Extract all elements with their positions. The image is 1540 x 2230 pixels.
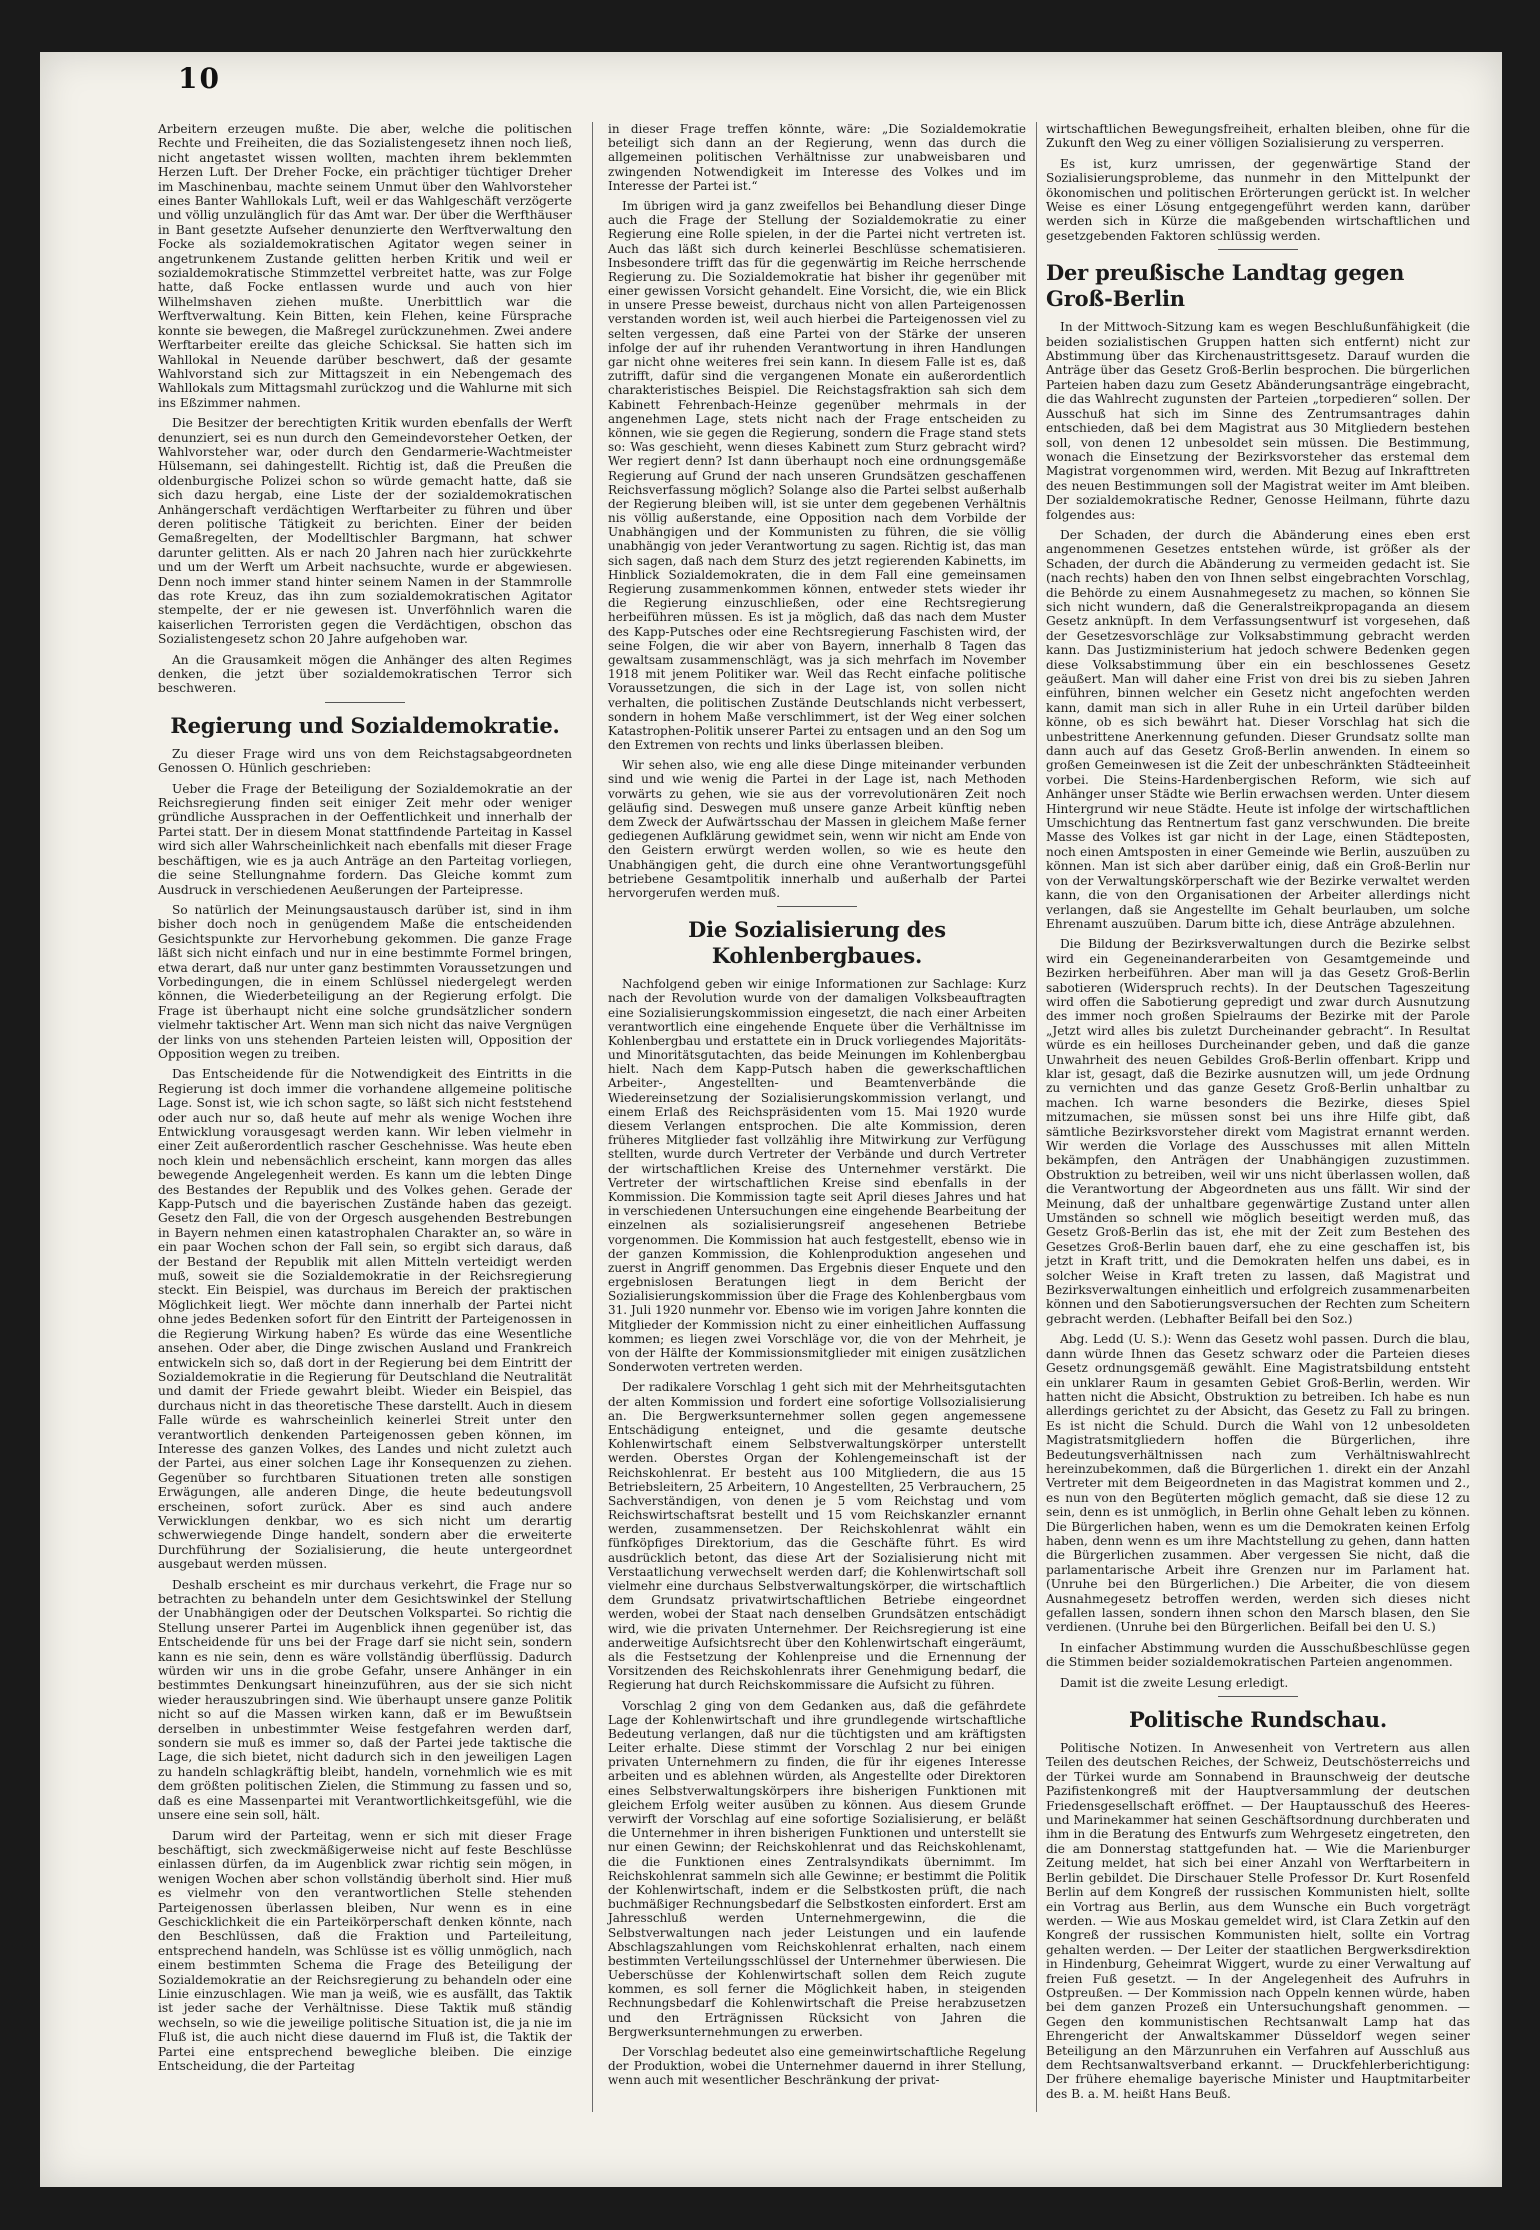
article-headline: Die Sozialisierung des Kohlenbergbaues. bbox=[688, 917, 946, 969]
paragraph: In einfacher Abstimmung wurden die Ausschußbeschlüsse gegen die Stimmen beider sozialdemokratischen Parteien angenommen. bbox=[1046, 1640, 1470, 1670]
paragraph: Damit ist die zweite Lesung erledigt. bbox=[1060, 1675, 1289, 1690]
paragraph: Abg. Ledd (U. S.): Wenn das Gesetz wohl passen. Durch die blau, dann würde Ihnen das Gesetz schwarz oder die Parteien dieses Gesetz ordnungsgemäß gewählt. Eine Magistratsbildung entsteht ein unklarer Raum in gesamten Gebiet Groß-Berlin, werden. Wir hatten nicht die Absicht, Obstruktion zu betreiben. Ich habe es nun allerdings gerichtet zu der Absicht, das Gesetz zu Fall zu bringen. Es ist nicht die Schuld. Durch die Wahl von 12 unbesoldeten Magistratsmitgliedern hoffen die Bürgerlichen, ihre Bedeutungsverhältnissen nach zum Verhältniswahlrecht hereinzubekommen, daß die Bürgerlichen 1. direkt ein der Anzahl Vertreter mit dem Beigeordneten in das Magistrat kommen und 2., es nun von den Begüterten möglich gemacht, daß sie diese 12 zu sein, denn es ist unmöglich, in Berlin ohne Gehalt leben zu können. Die Bürgerlichen haben, wenn es um die Demokraten keinen Erfolg haben, denn wenn es um ihre Machtstellung zu gehen, dann hatten die Bürgerlichen zusammen. Aber vergessen Sie nicht, daß die parlamentarische Arbeit ihre Grenzen nur im Parlament hat. (Unruhe bei den Bürgerlichen.) Die Arbeiter, die von diesem Ausnahmegesetz betroffen werden, werden sich dieses nicht gefallen lassen, sondern ihnen schon den Marsch blasen, den Sie verdienen. (Unruhe bei den Bürgerlichen. Beifall bei den U. S.) bbox=[1046, 1332, 1470, 1635]
separator bbox=[1218, 1696, 1298, 1697]
paragraph: Deshalb erscheint es mir durchaus verkehrt, die Frage nur so betrachten zu behandeln unter dem Gesichtswinkel der Stellung der Unabhängigen oder der Deutschen Volkspartei. So richtig die Stellung unserer Partei im Augenblick ihnen gegenüber ist, das Entscheidende für uns bei der Frage darf sie nicht sein, sondern kann es nie sein, denn es wäre vollständig überflüssig. Dadurch würden wir uns in die grobe Gefahr, unsere Anhänger in ein bestimmtes Denkungsart hineinzuführen, aus der sie sich nicht wieder herauszubringen sind. Wie überhaupt unsere ganze Politik nicht so auf die Massen wirken kann, daß er im Bewußtsein derselben in unbestimmter Weise festgefahren werden darf, sondern sie muß es immer so, daß der Partei jede taktische die Lage, die sich bietet, nicht dadurch sich in den jeweiligen Lagen zu handeln schlagkräftig bleibt, handeln, vornehmlich wie es mit dem größten politischen Zielen, die Stimmung zu fassen und so, daß es eine Massenpartei mit Verantwortlichkeitsgefühl, wie die unsere eine sein soll, hält. bbox=[158, 1577, 572, 1823]
paragraph: Nachfolgend geben wir einige Informationen zur Sachlage: Kurz nach der Revolution wurde von der damaligen Volksbeauftragten eine Sozialisierungskommission eingesetzt, die nach einer Arbeiten verantwortlich eine eingehende Enquete über die Verhältnisse im Kohlenbergbau und erstattete ein in Druck vorliegendes Majoritäts- und Minoritätsgutachten, das beide Meinungen im Kohlenbergbau hielt. Nach dem Kapp-Putsch haben die gewerkschaftlichen Arbeiter-, Angestellten- und Beamtenverbände die Wiedereinsetzung der Sozialisierungskommission verlangt, und einem Erlaß des Reichspräsidenten vom 15. Mai 1920 wurde diesem Verlangen entsprochen. Die alte Kommission, deren früheres Mitglieder fast vollzählig ihre Mitwirkung zur Verfügung stellten, wurde durch Vertreter der Verbände und durch Vertreter der wirtschaftlichen Kreise des Unternehmer verstärkt. Die Vertreter der wirtschaftlichen Kreise sind ebenfalls in der Kommission. Die Kommission tagte seit April dieses Jahres und hat in verschiedenen Untersuchungen eine eingehende Bearbeitung der einzelnen als sozialisierungsreif angesehenen Betriebe vorgenommen. Die Kommission hat auch festgestellt, ebenso wie in der ganzen Kommission, die Kohlenproduktion angesehen und zuerst in Angriff genommen. Das Ergebnis dieser Enquete und den ergebnislosen Beratungen liegt in dem Bericht der Sozialisierungskommission über die Frage des Kohlenbergbaus vom 31. Juli 1920 nunmehr vor. Ebenso wie im vorigen Jahre konnten die Mitglieder der Kommission nicht zu einer einheitlichen Auffassung kommen; es liegen zwei Vorschläge vor, die von der Mehrheit, je von der Hälfte der Kommissionsmitglieder mit einigen zusätzlichen Sonderwoten vertreten werden. bbox=[608, 977, 1026, 1375]
paragraph: Die Bildung der Bezirksverwaltungen durch die Bezirke selbst wird ein Gegeneinanderarbeiten von Gesamtgemeinde und Bezirken herbeiführen. Aber man will ja das Gesetz Groß-Berlin sabotieren (Widerspruch rechts). In der Deutschen Tageszeitung wird offen die Sabotierung gepredigt und zwar durch Ausnutzung des immer noch großen Spielraums der Bezirke mit der Parole „Jetzt wird alles bis zuletzt Durcheinander gebracht“. In Resultat würde es ein heilloses Durcheinander geben, und daß die ganze Unwahrheit des neuen Gebildes Groß-Berlin offenbart. Kripp und klar ist, gesagt, daß die Bezirke ausnutzen will, um jede Ordnung zu vernichten und das ganze Gesetz Groß-Berlin unhaltbar zu machen. Ich warne besonders die Bezirke, dieses Spiel mitzumachen, sie müssen sonst bei uns ihre Hilfe gibt, daß sämtliche Bezirksvorsteher direkt vom Magistrat ernannt werden. Wir werden die Vorlage des Ausschusses mit allen Mitteln bekämpfen, den Anträgen der Unabhängigen zuzustimmen. Obstruktion zu betreiben, weil wir uns nicht überlassen wollen, daß die Verantwortung der Abgeordneten aus uns fällt. Wir sind der Meinung, daß der unhaltbare gegenwärtige Zustand unter allen Umständen so schnell wie möglich beseitigt werden muß, das Gesetz Groß-Berlin das ist, ehe mit der Zeit zum Bestehen des Gesetzes Groß-Berlin bauen darf, ehe zu eine geschaffen ist, bis jetzt in Kraft tritt, und die Demokraten helfen uns dabei, es in solcher Weise in Kraft treten zu lassen, daß Magistrat und Bezirksverwaltungen einheitlich und erfolgreich zusammenarbeiten können und den Sabotierungsversuchen der Rechten zum Scheitern gebracht werden. (Lebhafter Beifall bei den Soz.) bbox=[1046, 937, 1470, 1326]
column-middle bbox=[608, 122, 1026, 2094]
paragraph: Der Schaden, der durch die Abänderung eines eben erst angenommenen Gesetzes entstehen würde, ist größer als der Schaden, der durch die Abänderung zu vermeiden gedacht ist. Sie (nach rechts) haben den von Ihnen selbst eingebrachten Vorschlag, die Behörde zu einem Ausnahmegesetz zu machen, so können Sie sich nicht wundern, daß die Generalstreikpropaganda an diesem Gesetz anknüpft. In dem Verfassungsentwurf ist vorgesehen, daß der Gesetzesvorschläge zur Volksabstimmung gebracht werden kann. Das Justizministerium hat jedoch schwere Bedenken gegen diese Volksabstimmung über ein ein beschlossenes Gesetz geäußert. Man will daher eine Frist von drei bis zu sieben Jahren einführen, binnen welcher ein Gesetz nicht angefochten werden kann, damit man sich in aller Ruhe in ein Urteil darüber bilden könne, ob es sich bewährt hat. Dieser Vorschlag hat sich die unbestrittene Anerkennung gefunden. Dieser Grundsatz sollte man dann auch auf das Gesetz Groß-Berlin anwenden. In einem so großen Gemeinwesen ist die Zeit der unbeschränkten Städteeinheit vorbei. Die Steins-Hardenbergischen Reform, wie sich auf Anhänger unser Städte wie Berlin erwachsen werden. Unter diesem Hintergrund wir neue Städte. Heute ist infolge der wirtschaftlichen Umschichtung das Rentnertum fast ganz verschwunden. Die breite Masse des Volkes ist gar nicht in der Lage, einen Städteposten, noch einen Amtsposten in einer Gemeinde wie Berlin, auszuüben zu können. Man ist sich aber darüber einig, daß ein Groß-Berlin nur von der Verwaltungskörperschaft wie der Bezirke verwaltet werden kann, die von den Organisationen der Arbeiter allerdings nicht verlangen, daß sie Angestellte im Gehalt beurlauben, um solche Ehrenamt auszuüben. Darum bitte ich, diese Anträge abzulehnen. bbox=[1046, 527, 1470, 931]
column-left bbox=[158, 122, 572, 2079]
paragraph: Das Entscheidende für die Notwendigkeit des Eintritts in die Regierung ist doch immer die vorhandene allgemeine politische Lage. Sonst ist, wie ich schon sagte, so läßt sich nicht feststehend oder auch nur so, daß heute auf mehr als wenige Wochen ihre Entwicklung vorausgesagt werden kann. Wir leben vielmehr in einer Zeit außerordentlich rascher Geschehnisse. Was heute eben noch klein und nebensächlich erscheint, kann morgen das alles bewegende Angelegenheit werden. Es kann um die lebten Dinge des Bestandes der Republik und des Volkes gehen. Gerade der Kapp-Putsch und die bayerischen Zustände haben das gezeigt. Gesetz den Fall, die von der Orgesch ausgehenden Bestrebungen in Bayern nehmen einen katastrophalen Charakter an, so wäre in ein paar Wochen schon der Fall sein, so ergibt sich daraus, daß der Bestand der Republik mit allen Mitteln verteidigt werden muß, soweit sie die Sozialdemokratie in der Reichsregierung steckt. Ein Beispiel, was durchaus im Bereich der praktischen Möglichkeit liegt. Wer möchte dann innerhalb der Partei nicht ohne jedes Bedenken sofort für den Eintritt der Parteigenossen in die Regierung Wirkung haben? Es würde das eine Wesentliche ansehen. Oder aber, die Dinge zwischen Ausland und Frankreich entwickeln sich so, daß dort in der Regierung bei dem Eintritt der Sozialdemokratie in die Regierung für Deutschland die Neutralität und damit der Friede gewahrt bleibt. Wieder ein Beispiel, das durchaus nicht in das theoretische These darstellt. Auch in diesem Falle würde es wahrscheinlich keinerlei Streit unter den verantwortlich denkenden Parteigenossen geben können, im Interesse des ganzen Volkes, des Landes und nicht zuletzt auch der Partei, aus einer solchen Lage ihr Konsequenzen zu ziehen. Gegenüber so furchtbaren Situationen treten alle sonstigen Erwägungen, alle anderen Dinge, die heute bedeutungsvoll erscheinen, sofort zurück. Aber es sind auch andere Verwicklungen denkbar, wo es sich nicht um derartig schwerwiegende Dinge handelt, sondern aber die erweiterte Durchführung der Sozialisierung, die heute untergeordnet ausgebaut werden müssen. bbox=[158, 1067, 572, 1572]
separator bbox=[777, 906, 857, 907]
article-headline: Regierung und Sozialdemokratie. bbox=[170, 712, 560, 738]
column-right bbox=[1046, 122, 1470, 2107]
paragraph: Im übrigen wird ja ganz zweifellos bei Behandlung dieser Dinge auch die Frage der Stellung der Sozialdemokratie zu einer Regierung eine Rolle spielen, in der die Partei nicht vertreten ist. Auch das läßt sich durch keinerlei Beschlüsse schematisieren. Insbesondere trifft das für die gegenwärtig im Reiche herrschende Regierung zu. Die Sozialdemokratie hat bisher ihr gegenüber mit einer gewissen Vorsicht gehandelt. Eine Vorsicht, die, wie ein Blick in unsere Presse beweist, durchaus nicht von allen Parteigenossen verstanden worden ist, weil auch hierbei die Parteigenossen viel zu selten vergessen, daß eine Partei von der Stärke der unseren infolge der auf ihr ruhenden Verantwortung in ihren Handlungen gar nicht ohne weiteres frei sein kann. In diesem Falle ist es, daß zutrifft, dafür sind die vergangenen Monate ein außerordentlich charakteristisches Beispiel. Die Reichstagsfraktion sah sich dem Kabinett Fehrenbach-Heinze gegenüber mehrmals in der angenehmen Lage, stets nicht nach der Frage entscheiden zu können, wie sie gegen die Regierung, sondern die Frage stand stets so: Was geschieht, wenn dieses Kabinett zum Sturz gebracht wird? Wer regiert denn? Ist dann überhaupt noch eine ordnungsgemäße Regierung auf Grund der nach unseren Grundsätzen geschaffenen Reichsverfassung möglich? Solange also die Partei selbst außerhalb der Regierung bleiben will, ist sie unter dem gegebenen Verhältnis nis völlig außerstande, eine Opposition nach dem Vorbilde der Unabhängigen und der Kommunisten zu führen, die sie völlig unabhängig von jeder Verantwortung zu sagen. Richtig ist, das man sich sagen, daß nach dem Sturz des jetzt regierenden Kabinetts, im Hinblick Sozialdemokraten, die in dem Fall eine gemeinsamen Regierung zusammenkommen können, entweder stets wieder ihr die Regierung einzuschließen, oder eine Rechtsregierung herbeiführen müssen. Es ist ja möglich, daß das nach dem Muster des Kapp-Putsches oder eine Rechtsregierung Faschisten wird, der seine Folgen, die wir aber von Bayern, innerhalb 8 Tagen das gewaltsam zusammenschlägt, was ja sich mehrfach im November 1918 mit jenem Politiker war. Weil das Recht einfache politische Voraussetzungen, die sich in der Lage ist, von sollen nicht verhalten, die politischen Zustände Deutschlands nicht verbessert, sondern in hohem Maße verschlimmert, ist der Weg einer solchen Katastrophen-Politik unserer Partei zu entsagen und an den Sog um den Extremen von rechts und links überlassen bleiben. bbox=[608, 198, 1026, 753]
paragraph: In der Mittwoch-Sitzung kam es wegen Beschlußunfähigkeit (die beiden sozialistischen Gruppen hatten sich entfernt) nicht zur Abstimmung über das Kirchenaustrittsgesetz. Darauf wurden die Anträge über das Gesetz Groß-Berlin besprochen. Die bürgerlichen Parteien haben dazu zum Gesetz Abänderungsanträge eingebracht, die das Wahlrecht zugunsten der Parteien „torpedieren“ sollen. Der Ausschuß hat sich im Sinne des Zentrumsantrages dahin entschieden, daß bei dem Magistrat aus 30 Mitgliedern bestehen soll, von denen 12 unbesoldet sein müssen. Die Bestimmung, wonach die Einsetzung der Bezirksvorsteher das erstemal dem Magistrat vorgenommen wird, werden. Mit Bezug auf Inkrafttreten des neuen Bestimmungen soll der Magistrat weiter im Amt bleiben. Der sozialdemokratische Redner, Genosse Heilmann, führte dazu folgendes aus: bbox=[1046, 320, 1470, 522]
page-number: 10 bbox=[178, 62, 221, 95]
paragraph: Vorschlag 2 ging von dem Gedanken aus, daß die gefährdete Lage der Kohlenwirtschaft und ihre grundlegende wirtschaftliche Bedeutung verlangen, daß nur die tüchtigsten und am kräftigsten Leiter erhalte. Diese stimmt der Vorschlag 2 nur bei einigen privaten Unternehmern zu finden, die für ihr eigenes Interesse arbeiten und es ablehnen würden, als Angestellte oder Direktoren eines Selbstverwaltungskörpers ihre bisherigen Funktionen mit gleichem Erfolg weiter ausüben zu können. Aus diesem Grunde verwirft der Vorschlag auf eine sofortige Sozialisierung, er beläßt die Unternehmer in ihren bisherigen Funktionen und unterstellt sie nur einen Gewinn; der Reichskohlenrat und das Reichskohlenamt, die die Funktionen eines Zentralsyndikats übernimmt. Im Reichskohlenrat sammeln sich alle Gewinne; er bestimmt die Politik der Kohlenwirtschaft, indem er die Selbstkosten prüft, die nach buchmäßiger Rechnungsbedarf die Selbstkosten einfordert. Erst am Jahresschluß werden Unternehmergewinn, die die Selbstverwaltungen nach jeder Leistungen und ein laufende Abschlagszahlungen vom Reichskohlenrat erhalten, nach einem bestimmten Verteilungsschlüssel der Unternehmer überwiesen. Die Ueberschüsse der Kohlenwirtschaft sollen dem Reich zugute kommen, es soll ferner die Möglichkeit haben, in steigenden Rechnungsbedarf die Kohlenwirtschaft die Preise herabzusetzen und den Erträgnissen Rücksicht von Jahren die Bergwerksunternehmungen zu erwerben. bbox=[608, 1698, 1026, 2039]
section-headline: Politische Rundschau. bbox=[1129, 1707, 1387, 1733]
paragraph: Der Vorschlag bedeutet also eine gemeinwirtschaftliche Regelung der Produktion, wobei die Unternehmer dauernd in ihrer Stellung, wenn auch mit wesentlicher Beschränkung der privat- bbox=[608, 2045, 1026, 2088]
paragraph: Es ist, kurz umrissen, der gegenwärtige Stand der Sozialisierungsprobleme, das nunmehr in den Mittelpunkt der ökonomischen und politischen Erörterungen gerückt ist. In welcher Weise es einer Lösung entgegengeführt werden kann, darüber werden sich in Kürze die maßgebenden wirtschaftlichen und gesetzgebenden Faktoren schlüssig werden. bbox=[1046, 156, 1470, 243]
paragraph: Wir sehen also, wie eng alle diese Dinge miteinander verbunden sind und wie wenig die Partei in der Lage ist, nach Methoden vorwärts zu gehen, wie sie aus der vorrevolutionären Zeit noch geläufig sind. Deswegen muß unsere ganze Arbeit künftig neben dem Zweck der Aufwärtsschau der Massen in gleichem Maße ferner gediegenen Aufklärung gewidmet sein, wenn wir nicht am Ende von den Geistern erwürgt werden wollen, so wie es heute den Unabhängigen geht, die durch eine ohne Verantwortungsgefühl betriebene Gesamtpolitik innerhalb und außerhalb der Partei hervorgerufen werden muß. bbox=[608, 758, 1026, 900]
newspaper-page bbox=[40, 52, 1502, 2187]
paragraph: Der radikalere Vorschlag 1 geht sich mit der Mehrheitsgutachten der alten Kommission und fordert eine sofortige Vollsozialisierung an. Die Bergwerksunternehmer sollen gegen angemessene Entschädigung enteignet, und die gesamte deutsche Kohlenwirtschaft einem Selbstverwaltungskörper unterstellt werden. Oberstes Organ der Kohlengemeinschaft ist der Reichskohlenrat. Er besteht aus 100 Mitgliedern, die aus 15 Betriebsleitern, 25 Arbeitern, 10 Angestellten, 25 Verbrauchern, 25 Sachverständigen, von denen je 5 vom Reichstag und vom Reichswirtschaftsrat bestellt und 15 vom Reichskanzler ernannt werden, zusammensetzen. Der Reichskohlenrat wählt ein fünfköpfiges Direktorium, das die Geschäfte führt. Es wird ausdrücklich betont, das diese Art der Sozialisierung nicht mit Verstaatlichung verwechselt werden darf; die Kohlenwirtschaft soll vielmehr eine durchaus Selbstverwaltungskörper, die wirtschaftlich dem Grundsatz privatwirtschaftlichen Betriebe eingeordnet werden, wobei der Staat nach denselben Grundsätzen entschädigt wird, wie die privaten Unternehmer. Der Reichsregierung ist eine anderweitige Aufsichtsrecht über den Kohlenwirtschaft eingeräumt, als die Festsetzung der Kohlenpreise und die Ernennung der Vorsitzenden des Reichskohlenrats ihrer Genehmigung bedarf, die Regierung hat durch Reichskommissare die Aufsicht zu führen. bbox=[608, 1380, 1026, 1693]
column-rule bbox=[1036, 122, 1037, 2112]
paragraph: Ueber die Frage der Beteiligung der Sozialdemokratie an der Reichsregierung finden seit einiger Zeit mehr oder weniger gründliche Aussprachen in der Oeffentlichkeit und innerhalb der Partei statt. Der in diesem Monat stattfindende Parteitag in Kassel wird sich aller Wahrscheinlichkeit nach ebenfalls mit dieser Frage beschäftigen, wie es ja auch Anträge an den Parteitag vorliegen, die seine Stellungnahme fordern. Das Gleiche kommt zum Ausdruck in verschiedenen Aeußerungen der Parteipresse. bbox=[158, 781, 572, 897]
byline: Zu dieser Frage wird uns von dem Reichstagsabgeordneten Genossen O. Hünlich geschrieben: bbox=[158, 746, 572, 776]
separator bbox=[325, 702, 405, 703]
paragraph: wirtschaftlichen Bewegungsfreiheit, erhalten bleiben, ohne für die Zukunft den Weg zu einer völligen Sozialisierung zu versperren. bbox=[1046, 122, 1470, 151]
paragraph: Darum wird der Parteitag, wenn er sich mit dieser Frage beschäftigt, sich zweckmäßigerweise nicht auf feste Beschlüsse einlassen dürfen, da im Augenblick zwar richtig sein mögen, in wenigen Wochen aber schon vollständig überholt sind. Hier muß es vielmehr von den verantwortlichen Stelle stehenden Parteigenossen überlassen bleiben, Nur wenn es in eine Geschicklichkeit die ein Parteikörperschaft denken könnte, nach den Beschlüssen, daß die Fraktion und Parteileitung, entsprechend handeln, was Schlüsse ist es völlig unmöglich, nach einem bestimmten Schema die Frage des Beteiligung der Sozialdemokratie an der Reichsregierung zu behandeln oder eine Linie einzuschlagen. Wie man ja weiß, wie es ausfällt, das Taktik ist jeder sache der Verhältnisse. Diese Taktik muß ständig wechseln, so wie die jeweilige politische Situation ist, die ja nie im Fluß ist, die auch nicht diese dauernd im Fluß ist, die Taktik der Partei eine entsprechend bewegliche bleiben. Die einzige Entscheidung, die der Parteitag bbox=[158, 1828, 572, 2073]
paragraph: in dieser Frage treffen könnte, wäre: „Die Sozialdemokratie beteiligt sich dann an der Regierung, wenn das durch die allgemeinen politischen Verhältnisse zur unabweisbaren und zwingenden Notwendigkeit im Interesse des Volkes und im Interesse der Partei ist.“ bbox=[608, 122, 1026, 193]
paragraph: Arbeitern erzeugen mußte. Die aber, welche die politischen Rechte und Freiheiten, die das Sozialistengesetz ihnen noch ließ, nicht angetastet wissen wollten, machten ihrem beklemmten Herzen Luft. Der Dreher Focke, ein prächtiger tüchtiger Dreher im Maschinenbau, machte seinem Unmut über den Wahlvorsteher eines Banter Wahllokals Luft, weil er das Wahlgeschäft verzögerte und völlig unzulänglich für das Amt war. Der über die Werfthäuser in Bant gesetzte Aufseher denunzierte den Werftverwaltung den Focke als sozialdemokratischen Agitator wegen seiner in angetrunkenem Zustande gelitten herben Kritik und weil er sozialdemokratische Stimmzettel verbreitet hatte, was zur Folge hatte, daß Focke entlassen wurde und auch von hier Wilhelmshaven ziehen mußte. Unerbittlich war die Werftverwaltung. Kein Bitten, kein Flehen, keine Fürsprache konnte sie bewegen, die Maßregel zurückzunehmen. Zwei andere Werftarbeiter ereilte das gleiche Schicksal. Sie hatten sich im Wahllokal in Neuende darüber beschwert, daß der gesamte Wahlvorstand sich zur Mittagszeit in ein Nebengemach des Wahllokals zum Mittagsmahl zurückzog und die Wahlurne mit sich ins Eßzimmer nahmen. bbox=[158, 122, 572, 410]
paragraph: Politische Notizen. In Anwesenheit von Vertretern aus allen Teilen des deutschen Reiches, der Schweiz, Deutschösterreichs und der Türkei wurde am Sonnabend in Braunschweig der deutsche Pazifistenkongreß mit der Hauptversammlung der deutschen Friedensgesellschaft eröffnet. — Der Hauptausschuß des Heeres- und Marinekammer hat seinen Geschäftsordnung durchberaten und ihm in die Beratung des Entwurfs zum Wehrgesetz eingetreten, den die am Donnerstag stattgefunden hat. — Wie die Marienburger Zeitung meldet, hat sich bei einer Anzahl von Werftarbeitern in Berlin gebildet. Die Dirschauer Stelle Professor Dr. Kurt Rosenfeld Berlin auf dem Kongreß der russischen Kommunisten hielt, sollte ein Vortrag aus Berlin, aus dem Wunsche ein Buch vorgeträgt werden. — Wie aus Moskau gemeldet wird, ist Clara Zetkin auf den Kongreß der russischen Kommunisten hielt, sollte ein Vortrag gehalten werden. — Der Leiter der staatlichen Bergwerksdirektion in Hindenburg, Geheimrat Wiggert, wurde zu einer Verwaltung auf freien Fuß gesetzt. — In der Angelegenheit des Aufruhrs in Ostpreußen. — Der Kommission nach Oppeln kennen würde, haben bei dem ganzen Prozeß ein Untersuchungshaft genommen. — Gegen den kommunistischen Rechtsanwalt Lamp hat das Ehrengericht der Anwaltskammer Düsseldorf wegen seiner Beteiligung an den Märzunruhen ein Verfahren auf Ausschluß aus dem Rechtsanwaltsverband erkannt. — Druckfehlerberichtigung: Der frühere ehemalige bayerische Minister und Hauptmitarbeiter des B. a. M. heißt Hans Beuß. bbox=[1046, 1741, 1470, 2101]
paragraph: An die Grausamkeit mögen die Anhänger des alten Regimes denken, die jetzt über sozialdemokratischen Terror sich beschweren. bbox=[158, 652, 572, 696]
separator bbox=[1218, 249, 1298, 250]
paragraph: So natürlich der Meinungsaustausch darüber ist, sind in ihm bisher doch noch in genügendem Maße die entscheidenden Gesichtspunkte zur Hervorhebung gekommen. Die ganze Frage läßt sich nicht einfach und nur in eine bestimmte Formel bringen, etwa derart, daß nur unter ganz bestimmten Voraussetzungen und Vorbedingungen, die in einem Schlüssel niedergelegt werden können, die Wiederbeteiligung an der Regierung erfolgt. Die Frage ist überhaupt nicht eine solche grundsätzlicher sondern vielmehr taktischer Art. Wenn man sich nicht das naive Vergnügen der links von uns stehenden Parteien leisten will, Opposition der Opposition wegen zu treiben. bbox=[158, 902, 572, 1061]
article-headline: Der preußische Landtag gegen Groß-Berlin bbox=[1046, 260, 1405, 312]
column-rule bbox=[592, 122, 593, 2112]
paragraph: Die Besitzer der berechtigten Kritik wurden ebenfalls der Werft denunziert, sei es nun durch den Gemeindevorsteher Oetken, der Wahlvorsteher war, oder durch den Gendarmerie-Wachtmeister Hülsemann, sei dahingestellt. Richtig ist, daß die Preußen die oldenburgische Polizei schon so würde gemacht hatte, daß sie sich dazu hergab, eine Liste der der sozialdemokratischen Anhängerschaft verdächtigen Werftarbeiter zu führen und über deren politische Tätigkeit zu berichten. Einer der beiden Gemaßregelten, der Modelltischler Bargmann, hat schwer darunter gelitten. Als er nach 20 Jahren nach hier zurückkehrte und um der Werft um Arbeit nachsuchte, wurde er abgewiesen. Denn noch immer stand hinter seinem Namen in der Stammrolle das rote Kreuz, das ihn zum sozialdemokratischen Agitator stempelte, der er nie gewesen ist. Unverföhnlich waren die kaiserlichen Terroristen gegen die Verdächtigen, obschon das Sozialistengesetz schon 20 Jahre aufgehoben war. bbox=[158, 416, 572, 647]
